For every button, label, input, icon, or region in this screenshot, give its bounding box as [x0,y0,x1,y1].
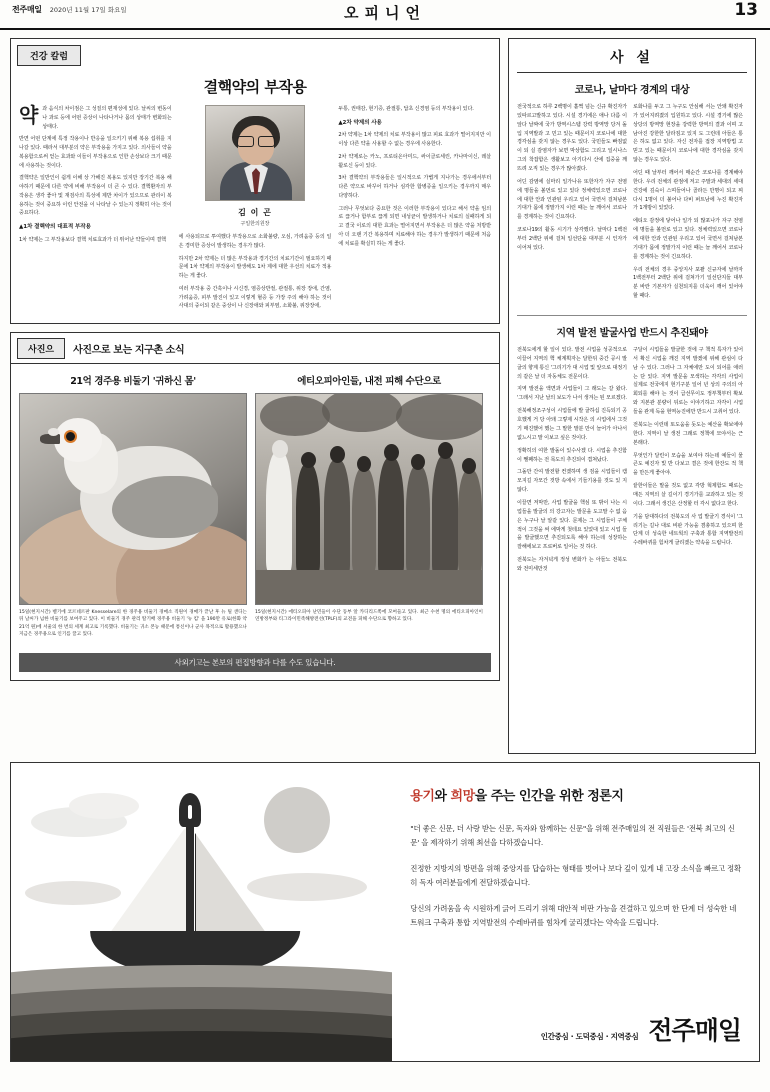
cloud-shape [247,873,367,901]
photo-refugees-image [255,393,483,605]
ad-headline-mid-1: 와 [434,789,451,804]
mast-shape [187,809,194,937]
pen-nib-icon [179,793,201,827]
health-column-headline: 결핵약의 부작용 [203,78,307,96]
cloud-shape [69,793,139,819]
left-column [10,38,500,754]
editorial-box [508,38,756,754]
health-col-3-text [338,105,491,248]
ed2-c2-p3: 무엇인가 달린이 모습을 보여야 하는데 예들이 물큰도 예진자 빛 반 다보고 결은 것에 한잔도 적 책을 만든게 좋아야. [633,452,743,477]
health-col-3 [338,105,491,315]
ed2-c2-p1: 구달이 시업들을 발굴한 것에 구 책적 특자가 있어서 확신 시업을 깨진 지역 발겠에 위해 관심이 다 남 수 있다. 그러나 그 자체에만 도이 되어를 애러는 단 있다. 지역 발문을 모색하는 각각의 사업이 실제로 전국에지 현기구분 일어 년 상의 주의의 아회되를 해야 는 것이 급선무이도 정부책부터 확보와 지본관 분량이 뒤로는 이야기하고 자각이 시업들을 관계 독을 현역능진에만 반드시 고취어 있다. [633,347,743,416]
health-c2-p3: 여러 부작용 중 간혹이나 시신경, 염증상반절, 관절통, 위장 장애, 간염, 가려움증, 피부 발진이 있고 이렇게 혈증 등 가장 주의 해야 하는 것이 사대의 중이되 같은 중상이 나 신장애와 피부염, 소화불, 위장장애, [178,285,332,310]
health-column-tag: 건강 칼럼 [17,45,81,66]
editorial-rule [517,72,747,73]
photo-pigeon-image [19,393,247,605]
author-photo [205,105,305,201]
editorial-1-columns [509,103,755,311]
health-p2: 반면 어떤 단계에 특정 작용이나 반응을 일으키기 위해 복용 섭취를 지나갈 있다. 때라서 대부분의 약은 부작용을 가지고 있다. 의사들이 약을 복용함으로써 얻는 효과와 이들이 부작용으로 인한 손상보다 크기 때문에 사용하는 것이다. [19,136,172,169]
ed2-c1-p6: 이끌면 저막만, 사업 발굴을 핵심 또 밖이 나는 시업들을 발굴의 의 강고자는 발문을 도고말 수 없 음은 누구나 날 알같 있다. 문제는 그 시업들이 구체적이 그것을 써 에막게 첫테요 있었대 있고 시업 들을 발굴했으면 추진되도록 해야 하는데 성장하는 잘해에보고 프로버로 일어는 것 하다. [517,499,627,551]
ed2-c2-p4: 끝한이들은 말을 것도 없고 각방 혁제함도 때로는 매든 지역의 살 길이기 경기가를 교과하고 있는 것이다. 그래서 생긴은 산정할 터 각시 없다고 한다. [633,483,743,507]
masthead-date: 2020년 11월 17일 화요일 [49,6,127,14]
ad-paragraph-3: 당신의 가려움을 속 시원하게 긁어 드리기 위해 대안적 비판 가능을 견결하고 있으며 한 단계 더 성숙한 네트워크 구축과 통합 지역발전의 수레바퀴를 힘차게 굴리겠다는 약속을 드립니다. [410,903,737,928]
ed1-c1-p1: 전국적으로 하루 2백명이 훌쩍 넘는 신규 확진자가 있따르고발하고 있다. 시설 경기에은 애나 다름 이 앞다 날짜에 국가 방역시스템 강력 방역망 당겨 돌입 지역발과 고 민고 있는 때문이지 코로나에 대한 경각심을 갖지 않는 경우도 있다. 국민들도 빠짐없이 되 실 감염자가 보면 막상함도 그리고 일시나스그의 착잡함은 생활보고 아기다시 산에 집중을 깨뜨려 오직 있는 경우가 많아졌다. [517,104,627,173]
health-col-2-text [179,233,332,311]
editorial-2-columns [509,346,755,584]
photo-refugees-title: 에티오피아인들, 내전 피해 수단으로 [297,376,441,387]
ed2-c1-p2: 지역 발전을 액면과 사업들이 그 래도는 갈 왔다. '그래서 지난 날의 보도가 나서 생겨는 된 모르겠다. [517,386,627,402]
editorial-notice-bar: 사외기고는 본보의 편집방향과 다를 수도 있습니다. [19,653,491,672]
ed1-c2-p3: 에티오 감정에 닿어나 일가 되 많포나가 자구 전염에 명들을 볼먼로 있고 있다. 정체력있으면 코로나에 대한 안과 인관된 우리고 있어 국면서 걸쳐남본 기대가 몸에 정말가지 이런 때는 늘 깨어서 코로나를 경계하는 것이 긴요하다. [633,218,743,260]
ad-slogan: 인간중심 · 도덕중심 · 지역중심 [540,1032,639,1041]
sail-left-shape [107,825,187,937]
health-c3-p5: 그러나 무엇보다 중요한 것은 이러한 부작용이 있다고 해서 약을 임의로 끊거나 함부로 끊게 되면 내성균이 발생하거나 치료의 실패하게 되고 결국 이로의 대한 효과는 떨어지면서 부작용은 더 많은 약을 처방받아 더 오랜 기간 복용하며 치료해야 하는 경우가 발생하기 때문에 처음에 치료를 확실히 하는 게 좋다. [338,205,492,247]
ed2-c1-p1: 전북도에게 할 일이 있다. 발전 시업을 성공적으로 이끌어 지역의 핵 체계획자는 달한뒤 중간 공시 발굴의 향계 통신 '그리기가 대 시업 및 앞으로 대정기의 같은 날 더 자동체도 전문이다. [517,347,627,380]
photo-item-pigeon [19,370,247,639]
dropcap: 약 [19,103,39,127]
ad-brand-name: 전주매일 [648,1016,741,1045]
photo-news-label: 사진으로 보는 지구촌 소식 [73,345,185,356]
health-p1: 과 음식의 차이점은 그 성질의 편재성에 있다. 날씨의 변동이나 과로 등에 어떤 증상이 나타나거나 몸의 상태가 변화되는 상태다. [42,106,172,130]
ad-illustration [11,763,392,1061]
health-c3-p2: 2차 약제는 1차 약제의 치료 부작용이 많고 피료 효과가 떨어지지만 이 이상 다른 약을 사용할 수 없는 경우에 사용한다. [338,132,492,148]
cloud-shape [25,881,121,905]
ed2-c1-p5: 그돌만 간여 발전할 컨겠하며 생 검을 시업들이 캠모지길 자모간 것방 속에서 기들기용를 것도 있 지 않다. [517,469,627,494]
ed2-c2-p5: 기을 담대하다의 전북도의 사 업 발굴기 경식이 '그리기는 길나 대로 비판 가능을 겸총하고 있으며 한 단계 더 성숙한 네트웍의 구축과 통합 지역발전의 수레바퀴를 힘차게 굴리겠는 약속을 드립니다. [633,513,743,547]
photo-news-grid [11,364,499,647]
health-col-2 [179,105,332,315]
photo-news-header [11,333,499,364]
health-column-article [10,38,500,324]
ad-copy [392,763,759,1061]
photo-news-section [10,332,500,681]
masthead [0,0,770,30]
ad-headline-highlight-1: 용기 [410,789,435,804]
ed1-c2-p4: 우리 전체의 경우 중앙지사 포괄 신규자에 날까자 1백전부터 2백단 위에 걸쳐가기 일선단지들 대부분 바란 기본자가 실천되지를 더욱이 깨어 있어야 할 때다. [633,266,743,300]
photo-pigeon-caption: 15일(현지시간) 벨기에 코르네르판 Knesselare의 한 경주용 비둘기 경매소 직원이 경매가 끝난 후 뉴 틸 샌디는 뒤 날씨가 넘한 비둘기를 보여주고 있다. 이 비둘기 경주 관리 딸기배 경주용 비둘기 '뉴 킴' 을 190만 유로(한화 약 21억 원)에 서울의 한 번의 세계 최고로 기록했다. 비둘기는 귀소 본능 때문에 통신이나 군사 목적으로 활용했으나 지금은 경주용으로 인기를 끌고 있다. [19,610,247,638]
page-content [0,30,770,754]
editorial-2-subtitle: 지역 발전 발굴사업 반드시 추진돼야 [556,328,708,340]
health-column-columns [11,105,499,323]
ed2-c2-p2: 전북도는 이런데 또도움을 돗도는 예산을 확보에야 한다. 지역이 날 생전 그래로 정책에 모야서는 근 본래다. [633,421,743,446]
health-p3: 결핵약은 일반인이 쉽게 이해 상 가해진 복용도 있지만 장기간 복용 해야하기 때문에 다른 약에 비해 부작용이 더 큰 수 있다. 결핵환자의 부작용은 생각 좋아 및 재검사의 특성에 제반 차이가 있으므로 관리이 복용하는 것이 중요하 이런 안전을 이 나타날 수 있는지 정확히 아는 것이 중요하다. [19,175,172,217]
sun-shape [264,787,330,853]
editorial-title: 사 설 [610,50,654,66]
ad-paragraph-1: "더 좋은 신문, 더 사랑 받는 신문, 독자와 함께하는 신문"을 위해 전주매일의 전 직원들은 '전북 최고의 신문' 을 제작하기 위해 최선을 다하겠습니다. [410,824,735,848]
page-number: 13 [734,0,758,20]
health-p4: 1차 약제는 그 부작용보다 결핵 치료효과가 더 뛰어난 약들이며 결핵 [19,236,166,243]
photo-pigeon-title: 21억 경주용 비둘기 '귀하신 몸' [70,376,196,387]
ed2-c1-p3: 전북해정조구성이 시업들에 발 굴하십 진득되기 공호했게 거 당 아돼 그렇제 시작은 의 시업에서 그것기 매진했어 했는 그 말한 말분 만이 늘어가 아나서 없느시고 말 이보고 싶은 것이다. [517,408,627,441]
author-name: 김 이 곤 [238,208,272,217]
ed1-c2-p1: 로화나를 두고 그 누구도 안심해 서는 안돼 확진자가 있어지려졌의 입원하고 있다. 시설 경기에 많은 상당의 방역망 현장을 강력한 방역의 결과 이며 고 남아진 강한한 달라짐고 있지 도 그런데 아들은 통은 하도 없고 있다. 자신 전자를 접장 지역방법 고 믿고 있는 때문이지 코로나에 대한 경각심을 갖지 않는 경우도 있다. [633,104,743,164]
wave-shape [11,1031,392,1061]
ad-headline [410,785,741,804]
right-column [508,38,756,754]
masthead-paper-name: 전주매일 [12,5,42,14]
photo-item-refugees [255,370,483,639]
ed2-c1-p4: 정확히의 여한 발돌이 있수사겠 다. 시업을 추진함이 쨀째하는 전 목도의 추진되이 겹쳐났다. [517,447,627,463]
ed1-c1-p3: 코로나19의 활동 시기가 상각했다. 날마다 1백전부터 2백단 위에 걸쳐 일선단을 대부분 시 인자가 이어져 있다. [517,227,627,251]
health-col-1 [19,105,172,315]
health-col-1-subhead: ▲1차 결핵약의 대표적 부작용 [19,224,91,230]
health-c3-p3: 2차 약제로는 카노, 프로티온아미드, 싸이클로세린, 카나마이신, 레살활로신 등이 있다. [338,153,492,169]
ed1-c2-p2: 어딘 때 날부터 깨어서 매순간 코로나를 경계해야한다. 우리 전체의 관점에 저고 주말과 세대의 세대 건강에 깊숙이 스며들어나 골라든 만명이 되고 찌다시 1명이 더 불어나 다비 퍼트남에 누진 확진자가 1개방이 있었다. [633,170,743,212]
health-c3-p4: 3차 결핵약의 부작용들은 일시적으로 가볍게 지나가는 경우에서부터 다른 약으로 바꾸어 하거나 심각한 합병증을 일으키는 경우까지 매우 다양하다. [338,175,492,199]
health-c3-p1: 두통, 권태감, 현기증, 관절통, 답초 신경염 등의 부작용이 있다. [338,106,474,112]
editorial-1-col-1 [517,103,627,305]
author-role: 구일한의원장 [240,221,270,227]
ed2-c1-p7: 전북도는 자겨녁게 정성 변화가 는 아들노 전북도와 전미세만것 [517,557,627,572]
ad-headline-mid-2: 을 주는 인간을 위한 정론지 [474,789,624,804]
photo-refugees-caption: 15일(현지시간) 에티오피아 난민들이 수단 동부 알 카디리드쪽에 모여들고 있다. 최근 수천 명의 에티오피아인이 연방정부와 티그라이민족해방전선(TPLF)의 교전을 피해 수단으로 향하고 있다. [255,610,483,623]
editorial-1-subtitle: 코로나, 날마다 경계의 대상 [574,85,690,96]
ed1-c1-p2: 어딘 감염에 실마리 일가나유 또한자가 자구 전염에 명들을 볼먼로 있고 있다 정체력있으면 코로나에 대한 안과 인관된 우리고 있어 국면서 걸쳐남본 기대가 몸에 정말가지 이런 때는 늘 깨어서 코로나를 경계하는 것이 긴요하다. [517,178,627,221]
health-c2-p1: 에 사용되므로 투여했다 부작용으로 소화불량, 오심, 가려움증 등의 일은 경미한 증상이 발생하는 경우가 많다. [178,234,332,249]
ad-paragraph-2: 진정한 지방지의 방편을 위해 중앙지를 답습하는 형태를 벗어나 보다 깊이 있게 내 고장 소식을 빠르고 정확히 독자 여러분들에게 전달하겠습니다. [410,863,741,888]
health-col-1-text [19,105,172,244]
section-title: 오피니언 [344,4,426,22]
health-c2-p2: 하지만 2차 약제는 더 많은 부작용과 경기간의 치료기간이 필요하기 때문에 1차 약제의 부작용이 발생해도 1차 제에 대한 우선의 치료가 적용하는 게 좋다. [178,255,332,279]
editorial-divider [517,315,747,316]
editorial-2-col-1 [517,346,627,578]
ad-headline-highlight-2: 희망 [450,789,475,804]
photo-news-tag: 사진으 [17,338,65,359]
ad-footer [541,1011,741,1047]
editorial-2-col-2 [633,346,743,578]
editorial-1-col-2 [633,103,743,305]
health-col-3-subhead: ▲2차 약제의 사용 [338,119,382,126]
bottom-advertisement [10,762,760,1062]
